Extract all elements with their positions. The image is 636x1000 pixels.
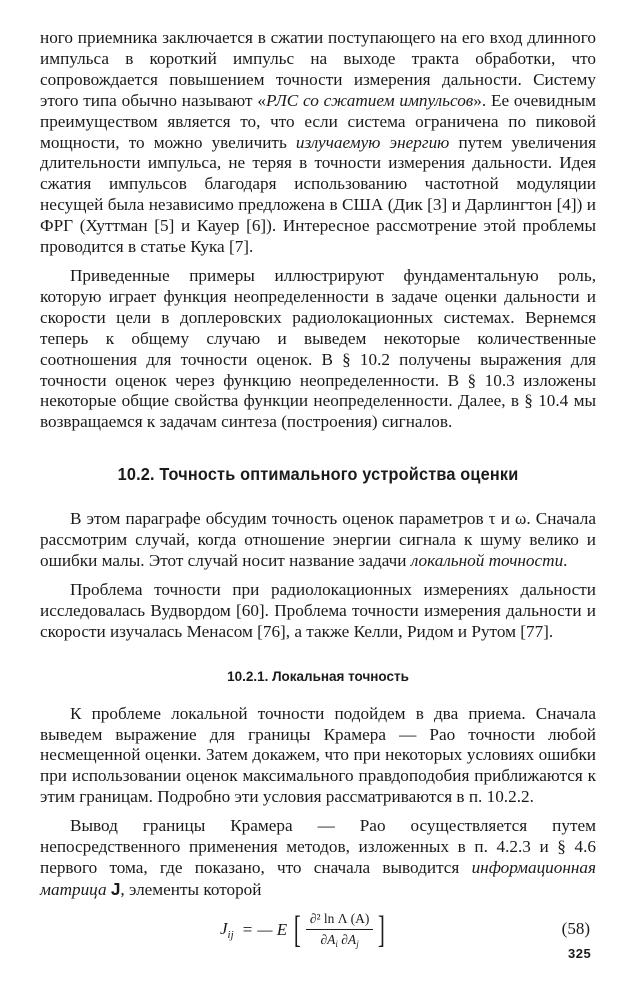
text-run: ного приемника заключается в сжатии поступающего на его вход длинного импульса в короткий импульс на выходе тракта обработки, что сопровождается повышением точности измерения дальности. Систему этого типа обычно называют « <box>40 28 596 110</box>
formula-den-sub-i: i <box>335 938 338 949</box>
formula-lhs-symbol: J <box>220 918 228 938</box>
paragraph <box>40 266 596 433</box>
formula-bracket-close: ] <box>378 908 386 951</box>
heading-spacer <box>40 485 596 509</box>
emphasized-text: РЛС со сжатием импульсов <box>265 90 474 110</box>
emphasized-text: излучаемую энергию <box>295 132 450 152</box>
paragraph <box>40 28 596 258</box>
page-body <box>40 28 596 957</box>
paragraph <box>40 580 596 643</box>
formula-numerator: ∂² ln Λ (A) <box>306 911 374 930</box>
text-run: ». Ее очевидным преимуществом является то, что если система ограничена по пиковой мощности, то можно увеличить <box>40 90 596 152</box>
text-run: . <box>563 551 568 571</box>
subsection-heading: 10.2.1. Локальная точность <box>227 668 409 685</box>
emphasized-text: локальной точности <box>410 551 564 571</box>
text-run: путем увеличения длительности импульса, не теряя в точности измерения дальности. Идея сжатия импульсов благодаря использованию частотной модуляции несущей была независимо предложена в США (Дик [3] и Дарлингтон [4]) и ФРГ (Хуттман [5] и Кауер [6]). Интересное рассмотрение этой проблемы проводится в статье Кука [7]. <box>40 132 596 257</box>
bold-symbol: J <box>110 878 121 899</box>
emphasized-text: информационная матрица <box>40 858 596 899</box>
section-heading: 10.2. Точность оптимального устройства оценки <box>117 464 519 485</box>
paragraph <box>40 704 596 809</box>
text-run: Вывод границы Крамера — Рао осуществляется путем непосредственного применения методов, изложенных в п. 4.2.3 и § 4.6 первого тома, где показано, что сначала выводится <box>40 816 596 877</box>
formula-fraction <box>306 911 374 949</box>
text-run: Приведенные примеры иллюстрируют фундаментальную роль, которую играет функция неопределенности в задаче оценки дальности и скорости цели в доплеровских радиолокационных системах. Вернемся теперь к общему случаю и выведем некоторые количественные соотношения для точности оценок. В § 10.2 получены выражения для точности оценок через функцию неопределенности. В § 10.3 изложены некоторые общие свойства функции неопределенности. Далее, в § 10.4 мы возвращаемся к задачам синтеза (построения) сигналов. <box>40 265 596 432</box>
top-text <box>40 28 596 433</box>
formula-den-b: ∂A <box>337 931 357 947</box>
equation-number: (58) <box>561 918 590 938</box>
formula-lhs <box>220 919 234 941</box>
section-text <box>40 509 596 642</box>
page-number: 325 <box>568 946 592 961</box>
formula-den-sub-j: j <box>356 938 359 949</box>
text-run: , элементы которой <box>120 879 262 899</box>
formula-equals-minus-e: = — E <box>241 919 288 939</box>
formula-expression <box>220 907 388 953</box>
formula-den-a: ∂A <box>320 931 336 947</box>
equation-58 <box>40 905 596 957</box>
formula-bracket-open: [ <box>294 908 301 951</box>
text-run: Проблема точности при радиолокационных измерениях дальности исследовалась Вудвордом [60]. Проблема точности измерения дальности и скорости изучалась Менасом [76], а также Келли, Ридом и Рутом [77]. <box>40 579 596 641</box>
paragraph <box>40 816 596 901</box>
formula-lhs-subscript: ij <box>227 928 234 941</box>
subheading-spacer <box>40 687 596 704</box>
text-run: К проблеме локальной точности подойдем в два приема. Сначала выведем выражение для границы Крамера — Рао точности любой несмещенной оценки. Затем докажем, что при некоторых условиях ошибки при использовании оценок максимального правдоподобия приближаются к этим границам. Подробно эти условия рассматриваются в п. 10.2.2. <box>40 703 596 807</box>
subsection-text <box>40 704 596 901</box>
text-run: В этом параграфе обсудим точность оценок параметров τ и ω. Сначала рассмотрим случай, когда отношение энергии сигнала к шуму велико и ошибки малы. Этот случай носит название задачи <box>40 509 596 571</box>
paragraph <box>40 509 596 572</box>
formula-denominator <box>320 930 358 949</box>
